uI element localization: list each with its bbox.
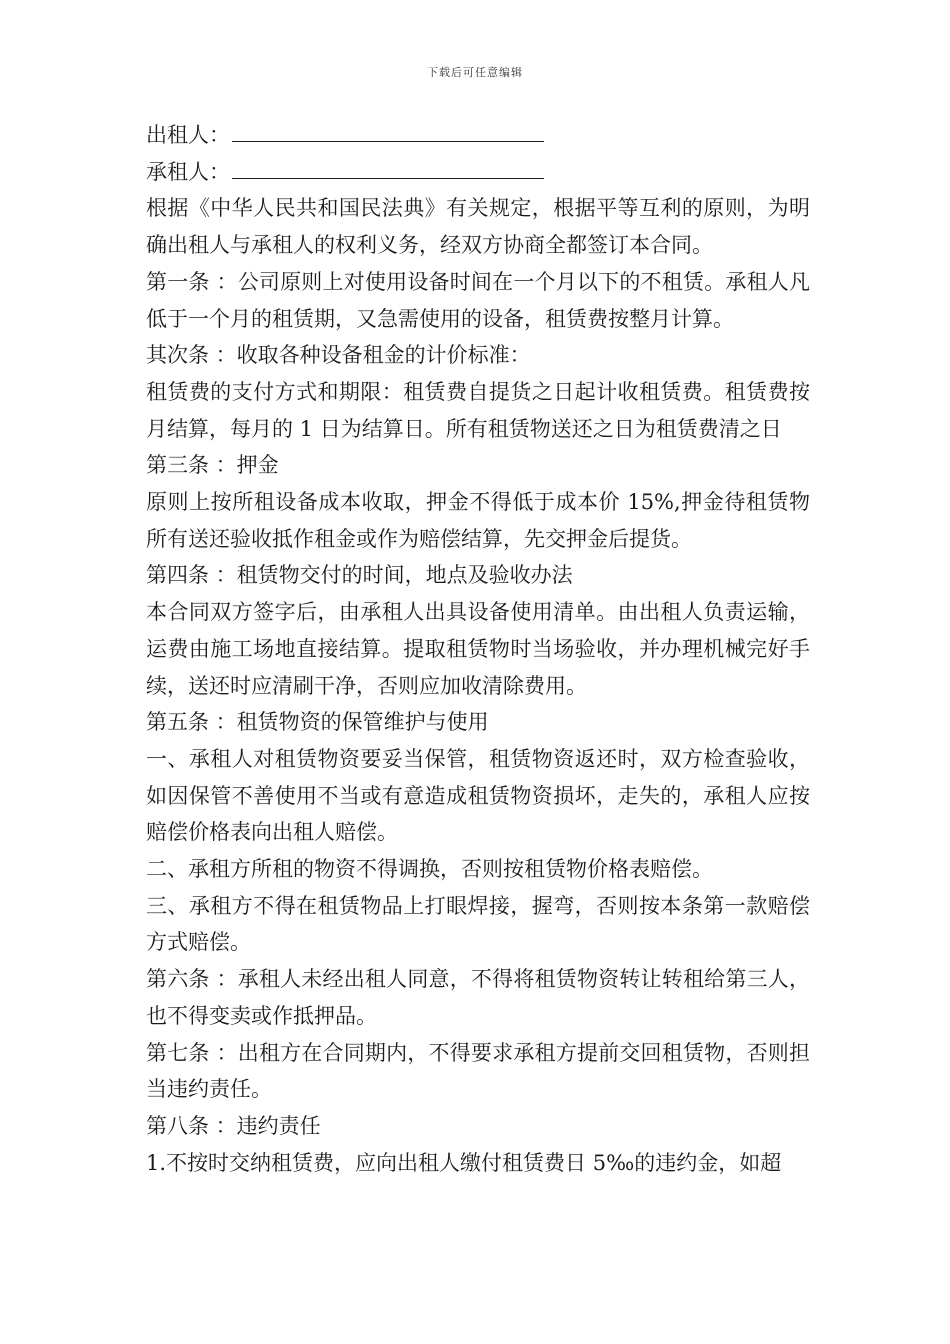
lessee-label: 承租人： [146, 159, 230, 184]
article-8-item-1: 1.不按时交纳租赁费，应向出租人缴付租赁费日 5‰的违约金，如超 [146, 1150, 782, 1175]
lessee-field [146, 154, 810, 191]
article-5-heading: 第五条 ：租赁物资的保管维护与使用 [146, 710, 489, 735]
article-7: 第七条 ：出租方在合同期内，不得要求承租方提前交回租赁物，否则担当违约责任。 [146, 1040, 810, 1102]
preamble-paragraph: 根据《中华人民共和国民法典》有关规定，根据平等互利的原则，为明确出租人与承租人的权利义务，经双方协商全都签订本合同。 [146, 196, 810, 258]
article-3-heading: 第三条 ：押金 [146, 453, 279, 478]
contract-body [146, 117, 810, 1181]
article-5-item-2: 二、承租方所租的物资不得调换，否则按租赁物价格表赔偿。 [146, 857, 713, 882]
article-5-item-1: 一、承租人对租赁物资要妥当保管，租赁物资返还时，双方检查验收，如因保管不善使用不当或有意造成租赁物资损坏，走失的，承租人应按赔偿价格表向出租人赔偿。 [146, 746, 810, 845]
delivery-paragraph: 本合同双方签字后，由承租人出具设备使用清单。由出租人负责运输，运费由施工场地直接结算。提取租赁物时当场验收，并办理机械完好手续，送还时应清刷干净，否则应加收清除费用。 [146, 600, 810, 698]
article-8-heading: 第八条 ：违约责任 [146, 1113, 321, 1138]
article-5-item-3: 三、承租方不得在租赁物品上打眼焊接，握弯，否则按本条第一款赔偿方式赔偿。 [146, 893, 810, 955]
article-2-heading: 其次条 ：收取各种设备租金的计价标准： [146, 343, 531, 368]
lessor-label: 出租人： [146, 123, 230, 147]
article-6: 第六条 ：承租人未经出租人同意，不得将租赁物资转让转租给第三人，也不得变卖或作抵押品。 [146, 967, 810, 1028]
article-4-heading: 第四条 ：租赁物交付的时间，地点及验收办法 [146, 563, 573, 588]
article-1: 第一条 ：公司原则上对使用设备时间在一个月以下的不租赁。承租人凡低于一个月的租赁期，又急需使用的设备，租赁费按整月计算。 [146, 269, 810, 331]
header-note: 下载后可任意编辑 [427, 66, 523, 79]
deposit-paragraph: 原则上按所租设备成本收取，押金不得低于成本价 15%,押金待租赁物所有送还验收抵作租金或作为赔偿结算，先交押金后提货。 [146, 490, 810, 551]
lessor-blank-line [232, 119, 544, 142]
lessee-blank-line [232, 156, 544, 179]
lessor-field [146, 117, 810, 154]
payment-terms-paragraph: 租赁费的支付方式和期限：租赁费自提货之日起计收租赁费。租赁费按月结算，每月的 1 日为结算日。所有租赁物送还之日为租赁费清之日 [146, 379, 810, 441]
